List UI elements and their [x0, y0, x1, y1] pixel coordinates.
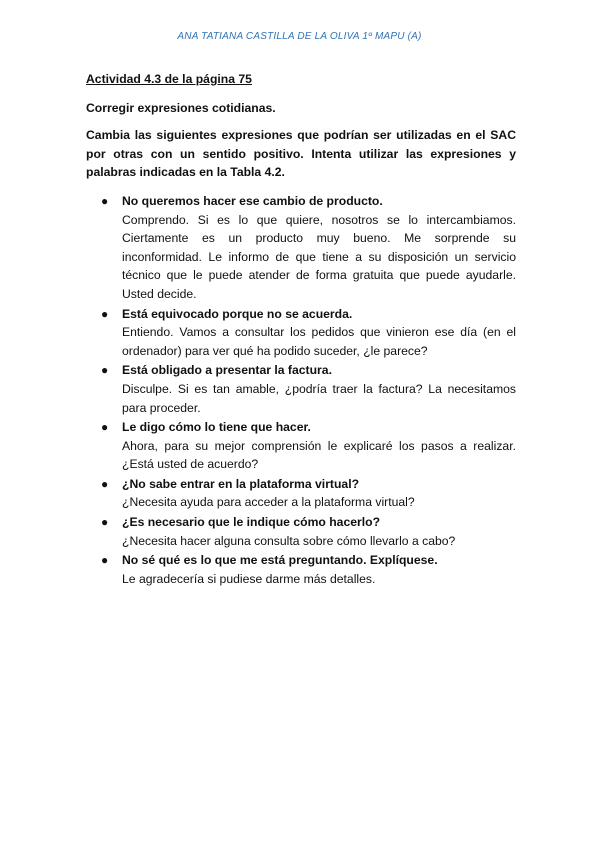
original-expression: ¿No sabe entrar en la plataforma virtual? — [122, 476, 360, 491]
original-expression: Está obligado a presentar la factura. — [122, 363, 332, 378]
list-item — [86, 418, 516, 474]
original-expression: ¿Es necesario que le indique cómo hacerlo? — [122, 515, 381, 530]
activity-subtitle: Corregir expresiones cotidianas. — [86, 100, 276, 115]
original-expression: Está equivocado porque no se acuerda. — [122, 306, 353, 321]
positive-expression: ¿Necesita ayuda para acceder a la plataforma virtual? — [122, 495, 415, 510]
bullet-icon: ● — [101, 420, 109, 435]
bullet-icon: ● — [101, 306, 109, 321]
positive-expression: ¿Necesita hacer alguna consulta sobre cómo llevarlo a cabo? — [122, 533, 456, 548]
bullet-icon: ● — [101, 553, 109, 568]
page-header: ANA TATIANA CASTILLA DE LA OLIVA 1º MAPU (A) — [177, 31, 422, 42]
positive-expression: Ahora, para su mejor comprensión le explicaré los pasos a realizar. ¿Está usted de acuerdo? — [122, 438, 516, 472]
bullet-icon: ● — [101, 476, 109, 491]
bullet-icon: ● — [101, 193, 109, 208]
positive-expression: Disculpe. Si es tan amable, ¿podría traer la factura? La necesitamos para proceder. — [122, 381, 516, 415]
document-body — [86, 70, 516, 589]
original-expression: No sé qué es lo que me está preguntando. Explíquese. — [122, 553, 438, 568]
list-item — [86, 305, 516, 361]
list-item — [86, 361, 516, 417]
list-item — [86, 475, 516, 512]
list-item — [86, 551, 516, 588]
original-expression: Le digo cómo lo tiene que hacer. — [122, 420, 311, 435]
list-item — [86, 192, 516, 304]
bullet-icon: ● — [101, 515, 109, 530]
original-expression: No queremos hacer ese cambio de producto. — [122, 193, 383, 208]
activity-title: Actividad 4.3 de la página 75 — [86, 72, 252, 86]
bullet-icon: ● — [101, 363, 109, 378]
positive-expression: Entiendo. Vamos a consultar los pedidos que vinieron ese día (en el ordenador) para ver qué ha podido suceder, ¿le parece? — [122, 325, 516, 358]
positive-expression: Le agradecería si pudiese darme más detalles. — [122, 571, 376, 586]
expressions-list — [86, 192, 516, 588]
positive-expression: Comprendo. Si es lo que quiere, nosotros se lo intercambiamos. Ciertamente es un producto muy bueno. Me sorprende su inconformidad. Le informo de que tiene a su disposición un servicio técnico que le puede atender de forma gratuita que puede ayudarle. Usted decide. — [122, 212, 516, 301]
list-item — [86, 513, 516, 550]
activity-instructions: Cambia las siguientes expresiones que podrían ser utilizadas en el SAC por otras con un sentido positivo. Intenta utilizar las expresiones y palabras indicadas en la Tabla 4.2. — [86, 128, 516, 180]
